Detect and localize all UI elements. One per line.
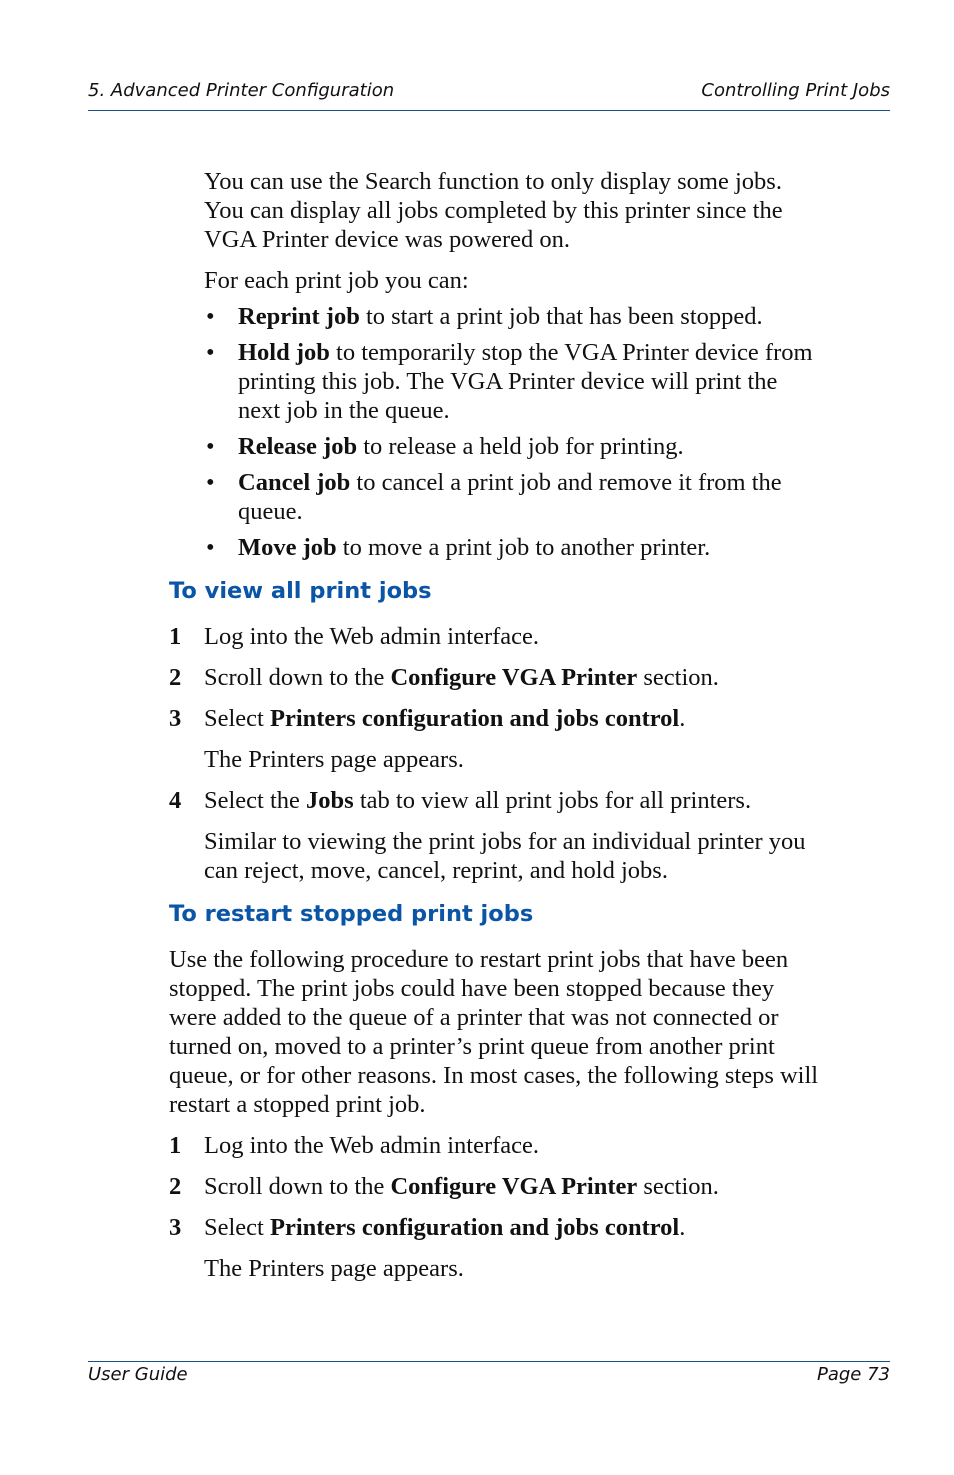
bullet-text: to cancel a print job and remove it from the — [350, 469, 782, 496]
bullet-term: Reprint job — [238, 303, 360, 330]
step-note: The Printers page appears. — [204, 1255, 464, 1282]
step-text-pre: Log into the Web admin interface. — [204, 623, 540, 650]
step-number: 2 — [169, 664, 182, 691]
footer-doc-title: User Guide — [88, 1364, 188, 1385]
section-heading: To view all print jobs — [169, 578, 432, 604]
bullet-text: to release a held job for printing. — [357, 433, 684, 460]
step-text — [204, 663, 719, 692]
step-text — [204, 704, 685, 733]
bullet-term: Move job — [238, 534, 337, 561]
step-note: The Printers page appears. — [204, 746, 464, 773]
section-intro-line: queue, or for other reasons. In most cases, the following steps will — [169, 1062, 819, 1089]
step-text-bold: Configure VGA Printer — [390, 664, 638, 691]
bullet-text: to move a print job to another printer. — [336, 534, 711, 561]
step-note: can reject, move, cancel, reprint, and hold jobs. — [204, 857, 668, 884]
step-text-post: . — [679, 1214, 686, 1241]
bullet-text: printing this job. The VGA Printer device will print the — [238, 368, 778, 395]
bullet-item — [238, 432, 684, 461]
step-text-bold: Configure VGA Printer — [390, 1173, 638, 1200]
step-text-bold: Printers configuration and jobs control — [270, 705, 680, 732]
section-heading: To restart stopped print jobs — [169, 901, 534, 927]
step-number: 1 — [169, 1132, 182, 1159]
step-text-post: tab to view all print jobs for all printers. — [353, 787, 752, 814]
bullet-text: to temporarily stop the VGA Printer device from — [329, 339, 813, 366]
step-text-pre: Select the — [204, 787, 307, 814]
section-intro-line: turned on, moved to a printer’s print queue from another print — [169, 1033, 775, 1060]
step-text — [204, 1172, 719, 1201]
intro-line: You can use the Search function to only display some jobs. — [204, 168, 782, 195]
section-intro-line: stopped. The print jobs could have been stopped because they — [169, 975, 775, 1002]
step-text-bold: Jobs — [306, 787, 354, 814]
section-intro-line: restart a stopped print job. — [169, 1091, 426, 1118]
step-text-bold: Printers configuration and jobs control — [270, 1214, 680, 1241]
intro-line: You can display all jobs completed by this printer since the — [204, 197, 783, 224]
bullet-term: Hold job — [238, 339, 330, 366]
bullet-item — [238, 338, 813, 367]
header-section: Controlling Print Jobs — [701, 80, 890, 101]
step-text — [204, 786, 751, 815]
bullet-icon: • — [206, 433, 215, 460]
step-text — [204, 622, 539, 651]
bullet-icon: • — [206, 339, 215, 366]
step-text-pre: Log into the Web admin interface. — [204, 1132, 540, 1159]
step-number: 4 — [169, 787, 182, 814]
step-text-post: . — [679, 705, 686, 732]
bullet-icon: • — [206, 534, 215, 561]
bullet-icon: • — [206, 469, 215, 496]
bullet-term: Release job — [238, 433, 358, 460]
step-text — [204, 1131, 539, 1160]
step-text-pre: Scroll down to the — [204, 664, 391, 691]
page-footer — [88, 1361, 890, 1385]
bullet-item — [238, 468, 782, 497]
bullet-item — [238, 302, 763, 331]
section-intro-line: Use the following procedure to restart print jobs that have been — [169, 946, 789, 973]
step-text-post: section. — [637, 664, 719, 691]
for-each-text: For each print job you can: — [204, 267, 469, 294]
intro-line: VGA Printer device was powered on. — [204, 226, 571, 253]
step-note: Similar to viewing the print jobs for an individual printer you — [204, 828, 806, 855]
bullet-text: to start a print job that has been stopped. — [359, 303, 763, 330]
step-number: 2 — [169, 1173, 182, 1200]
page-header — [88, 80, 890, 111]
footer-page-number: Page 73 — [816, 1364, 890, 1385]
step-text-pre: Scroll down to the — [204, 1173, 391, 1200]
step-number: 1 — [169, 623, 182, 650]
step-text-pre: Select — [204, 705, 270, 732]
step-number: 3 — [169, 705, 182, 732]
bullet-text: queue. — [238, 498, 303, 525]
bullet-term: Cancel job — [238, 469, 351, 496]
step-number: 3 — [169, 1214, 182, 1241]
step-text — [204, 1213, 685, 1242]
step-text-post: section. — [637, 1173, 719, 1200]
header-chapter: 5. Advanced Printer Configuration — [88, 80, 395, 101]
bullet-text: next job in the queue. — [238, 397, 450, 424]
step-text-pre: Select — [204, 1214, 270, 1241]
bullet-item — [238, 533, 710, 562]
section-intro-line: were added to the queue of a printer that was not connected or — [169, 1004, 779, 1031]
bullet-icon: • — [206, 303, 215, 330]
